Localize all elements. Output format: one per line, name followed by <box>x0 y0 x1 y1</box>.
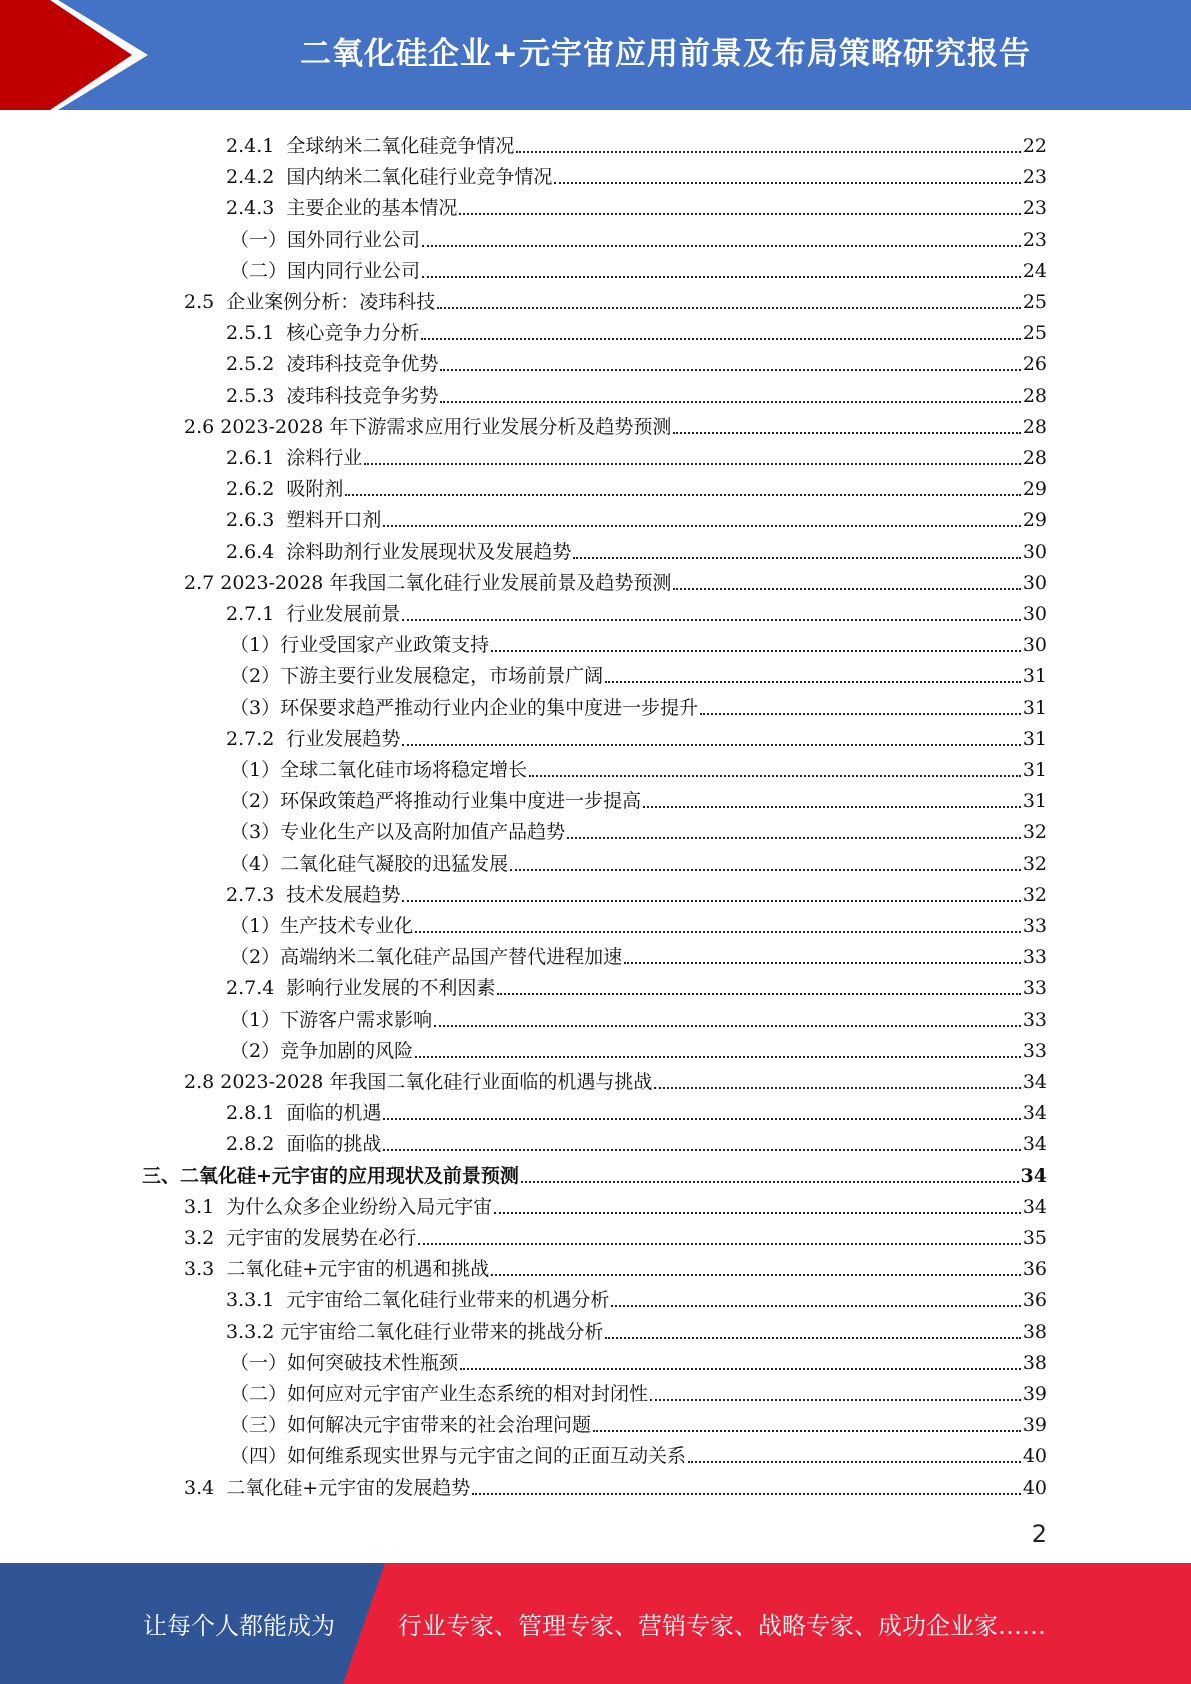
toc-entry-label: （四）如何维系现实世界与元宇宙之间的正面互动关系 <box>230 1445 687 1468</box>
toc-entry-page: 32 <box>1022 852 1047 875</box>
toc-entry-label: 2.4.3 主要企业的基本情况 <box>226 197 458 220</box>
toc-leader-dots <box>383 1117 1020 1120</box>
toc-entry-label: （4）二氧化硅气凝胶的迅猛发展 <box>230 852 509 875</box>
toc-leader-dots <box>422 275 1021 278</box>
toc-entry[interactable] <box>230 1031 1047 1062</box>
toc-entry-page: 22 <box>1022 135 1047 157</box>
page-title: 二氧化硅企业+元宇宙应用前景及布局策略研究报告 <box>300 35 1031 72</box>
toc-entry-label: （一）如何突破技术性瓶颈 <box>230 1351 459 1374</box>
toc-entry[interactable] <box>226 469 1047 500</box>
toc-entry-page: 32 <box>1022 821 1047 844</box>
toc-entry-label: 三、二氧化硅+元宇宙的应用现状及前景预测 <box>142 1164 519 1187</box>
toc-entry-label: 2.4.2 国内纳米二氧化硅行业竞争情况 <box>226 166 553 189</box>
toc-entry[interactable] <box>226 376 1047 407</box>
toc-entry[interactable] <box>230 1374 1047 1405</box>
toc-entry-page: 23 <box>1022 166 1047 189</box>
toc-entry[interactable] <box>230 220 1047 251</box>
toc-entry-label: 3.3.2 元宇宙给二氧化硅行业带来的挑战分析 <box>226 1320 604 1343</box>
toc-leader-dots <box>654 1086 1020 1089</box>
toc-leader-dots <box>383 524 1020 527</box>
toc-leader-dots <box>421 337 1020 340</box>
toc-entry[interactable] <box>226 1124 1047 1155</box>
toc-entry-page: 36 <box>1022 1289 1047 1312</box>
toc-entry[interactable] <box>226 968 1047 999</box>
toc-leader-dots <box>402 743 1020 746</box>
toc-leader-dots <box>460 1367 1021 1370</box>
toc-entry-page: 28 <box>1022 384 1047 407</box>
toc-entry-page: 33 <box>1022 1039 1047 1062</box>
toc-entry-label: （1）全球二氧化硅市场将稳定增长 <box>230 759 528 781</box>
toc-entry-page: 31 <box>1022 759 1047 781</box>
toc-entry-page: 29 <box>1022 478 1047 501</box>
toc-entry-page: 35 <box>1022 1227 1047 1249</box>
toc-entry[interactable] <box>230 844 1047 875</box>
toc-leader-dots <box>440 400 1020 403</box>
toc-entry-label: （二）国内同行业公司 <box>230 259 421 282</box>
toc-leader-dots <box>440 368 1020 371</box>
toc-entry-page: 25 <box>1022 322 1047 345</box>
toc-entry-page: 39 <box>1022 1383 1047 1405</box>
toc-entry-label: 2.7.1 行业发展前景 <box>226 603 401 625</box>
toc-leader-dots <box>422 244 1021 247</box>
toc-entry[interactable] <box>184 1187 1047 1218</box>
toc-entry[interactable] <box>230 625 1047 656</box>
toc-entry-label: 2.7.3 技术发展趋势 <box>226 883 401 906</box>
toc-entry-label: 2.6.2 吸附剂 <box>226 478 344 501</box>
page-footer <box>0 1563 1191 1684</box>
toc-entry-label: （3）专业化生产以及高附加值产品趋势 <box>230 821 566 844</box>
toc-entry[interactable] <box>230 251 1047 282</box>
toc-leader-dots <box>510 868 1021 871</box>
toc-entry[interactable] <box>184 563 1047 594</box>
toc-entry-page: 33 <box>1022 977 1047 1000</box>
toc-entry[interactable] <box>226 313 1047 344</box>
toc-entry[interactable] <box>226 1093 1047 1124</box>
toc-leader-dots <box>605 1336 1020 1339</box>
toc-entry[interactable] <box>230 906 1047 937</box>
toc-entry[interactable] <box>184 1062 1047 1093</box>
toc-entry-label: 2.6.4 涂料助剂行业发展现状及发展趋势 <box>226 540 572 563</box>
toc-entry-label: 2.8.1 面临的机遇 <box>226 1102 382 1125</box>
toc-leader-dots <box>554 181 1020 184</box>
toc-leader-dots <box>364 462 1020 465</box>
toc-leader-dots <box>624 961 1021 964</box>
toc-entry[interactable] <box>230 750 1047 781</box>
toc-entry-label: （3）环保要求趋严推动行业内企业的集中度进一步提升 <box>230 696 699 719</box>
toc-leader-dots <box>472 1492 1021 1495</box>
toc-entry-label: 3.3.1 元宇宙给二氧化硅行业带来的机遇分析 <box>226 1289 610 1312</box>
toc-entry[interactable] <box>184 282 1047 313</box>
toc-entry-page: 30 <box>1022 603 1047 625</box>
toc-entry-label: 2.5.3 凌玮科技竞争劣势 <box>226 384 439 407</box>
toc-entry-page: 31 <box>1022 727 1047 750</box>
toc-leader-dots <box>643 805 1021 808</box>
toc-entry-label: （二）如何应对元宇宙产业生态系统的相对封闭性 <box>230 1383 649 1405</box>
toc-leader-dots <box>567 836 1021 839</box>
toc-entry-page: 25 <box>1022 291 1047 313</box>
toc-entry-page: 34 <box>1022 1102 1047 1125</box>
toc-entry[interactable] <box>230 812 1047 843</box>
toc-entry-page: 31 <box>1022 665 1047 688</box>
toc-leader-dots <box>521 1180 1019 1183</box>
toc-entry[interactable] <box>230 937 1047 968</box>
toc-entry-label: 2.7.4 影响行业发展的不利因素 <box>226 977 496 1000</box>
toc-entry-page: 32 <box>1022 883 1047 906</box>
toc-entry[interactable] <box>184 1218 1047 1249</box>
toc-entry-page: 29 <box>1022 509 1047 532</box>
toc-entry-page: 40 <box>1022 1476 1047 1499</box>
toc-entry-label: （一）国外同行业公司 <box>230 228 421 251</box>
toc-leader-dots <box>415 930 1021 933</box>
toc-entry-page: 38 <box>1022 1320 1047 1343</box>
toc-entry-label: （三）如何解决元宇宙带来的社会治理问题 <box>230 1414 592 1437</box>
toc-entry[interactable] <box>226 126 1047 157</box>
toc-leader-dots <box>673 431 1020 434</box>
toc-leader-dots <box>673 587 1020 590</box>
toc-entry[interactable] <box>226 1280 1047 1311</box>
header-arrow-icon <box>0 0 150 110</box>
toc-leader-dots <box>529 774 1021 777</box>
toc-leader-dots <box>459 212 1020 215</box>
toc-leader-dots <box>494 1211 1021 1214</box>
toc-entry[interactable] <box>230 1436 1047 1467</box>
toc-entry[interactable] <box>226 438 1047 469</box>
toc-entry-label: 3.4 二氧化硅+元宇宙的发展趋势 <box>184 1476 471 1499</box>
toc-leader-dots <box>605 680 1021 683</box>
toc-entry[interactable] <box>226 188 1047 219</box>
toc-entry[interactable] <box>226 719 1047 750</box>
toc-entry-page: 34 <box>1022 1133 1047 1156</box>
toc-leader-dots <box>415 1055 1021 1058</box>
toc-entry-page: 39 <box>1022 1414 1047 1437</box>
toc-entry-page: 36 <box>1022 1258 1047 1281</box>
toc-entry-page: 33 <box>1022 1008 1047 1031</box>
toc-entry-label: 3.2 元宇宙的发展势在必行 <box>184 1227 417 1249</box>
toc-entry-label: 2.5 企业案例分析：凌玮科技 <box>184 291 436 313</box>
toc-entry-label: 2.6.3 塑料开口剂 <box>226 509 382 532</box>
toc-leader-dots <box>573 556 1020 559</box>
toc-entry-label: 2.5.2 凌玮科技竞争优势 <box>226 353 439 376</box>
toc-entry-label: 3.1 为什么众多企业纷纷入局元宇宙 <box>184 1195 493 1218</box>
toc-entry-label: （2）下游主要行业发展稳定，市场前景广阔 <box>230 665 604 688</box>
toc-entry[interactable] <box>184 407 1047 438</box>
toc-entry-label: （2）环保政策趋严将推动行业集中度进一步提高 <box>230 790 642 813</box>
toc-leader-dots <box>437 306 1021 309</box>
toc-entry[interactable] <box>230 781 1047 812</box>
toc-leader-dots <box>491 1273 1021 1276</box>
toc-entry-page: 31 <box>1022 696 1047 719</box>
toc-entry-page: 26 <box>1022 353 1047 376</box>
toc-entry-page: 40 <box>1022 1445 1047 1468</box>
toc-entry[interactable] <box>226 532 1047 563</box>
toc-leader-dots <box>418 1242 1021 1245</box>
footer-roles: 行业专家、管理专家、营销专家、战略专家、成功企业家…… <box>398 1612 1046 1640</box>
toc-entry-page: 30 <box>1022 571 1047 594</box>
toc-entry-page: 28 <box>1022 415 1047 438</box>
toc-entry[interactable] <box>230 1000 1047 1031</box>
toc-entry-label: 2.4.1 全球纳米二氧化硅竞争情况 <box>226 135 515 157</box>
toc-entry-page: 23 <box>1022 197 1047 220</box>
toc-leader-dots <box>434 1024 1021 1027</box>
toc-entry[interactable] <box>230 656 1047 687</box>
toc-entry-label: 2.8.2 面临的挑战 <box>226 1133 382 1156</box>
toc-entry-page: 28 <box>1022 447 1047 469</box>
toc-entry-page: 34 <box>1020 1164 1047 1187</box>
toc-entry[interactable] <box>226 344 1047 375</box>
page-header <box>0 0 1191 110</box>
toc-leader-dots <box>593 1429 1021 1432</box>
toc-entry-page: 33 <box>1022 946 1047 969</box>
toc-entry-label: （2）竞争加剧的风险 <box>230 1039 414 1062</box>
toc-entry-page: 34 <box>1022 1195 1047 1218</box>
toc-leader-dots <box>491 649 1021 652</box>
page-number: 2 <box>1031 1520 1047 1548</box>
toc-entry-label: 2.7 2023-2028 年我国二氧化硅行业发展前景及趋势预测 <box>184 571 672 594</box>
toc-entry[interactable] <box>184 1249 1047 1280</box>
toc-entry[interactable] <box>184 1468 1047 1499</box>
toc-leader-dots <box>611 1304 1020 1307</box>
toc-leader-dots <box>650 1398 1021 1401</box>
toc-leader-dots <box>345 493 1020 496</box>
toc-entry[interactable] <box>226 875 1047 906</box>
toc-entry-label: 2.6.1 涂料行业 <box>226 447 363 469</box>
toc-entry[interactable] <box>230 688 1047 719</box>
toc-entry-label: 2.6 2023-2028 年下游需求应用行业发展分析及趋势预测 <box>184 415 672 438</box>
toc-entry[interactable] <box>226 157 1047 188</box>
toc-leader-dots <box>402 618 1020 621</box>
toc-entry-label: （1）生产技术专业化 <box>230 915 414 937</box>
toc-leader-dots <box>497 992 1020 995</box>
toc-entry-page: 34 <box>1022 1071 1047 1093</box>
toc-entry[interactable] <box>230 1405 1047 1436</box>
toc-entry-page: 31 <box>1022 790 1047 813</box>
toc-entry-label: （1）下游客户需求影响 <box>230 1008 433 1031</box>
toc-entry[interactable] <box>226 594 1047 625</box>
toc-entry[interactable] <box>226 1312 1047 1343</box>
toc-leader-dots <box>383 1148 1020 1151</box>
toc-leader-dots <box>700 712 1021 715</box>
toc-entry-label: 2.7.2 行业发展趋势 <box>226 727 401 750</box>
toc-entry[interactable] <box>230 1343 1047 1374</box>
toc-entry-page: 38 <box>1022 1351 1047 1374</box>
toc-entry-label: （2）高端纳米二氧化硅产品国产替代进程加速 <box>230 946 623 969</box>
footer-slogan: 让每个人都能成为 <box>143 1612 335 1640</box>
toc-leader-dots <box>402 899 1020 902</box>
toc-leader-dots <box>516 150 1020 153</box>
toc-entry-label: （1）行业受国家产业政策支持 <box>230 634 490 657</box>
toc-entry-label: 3.3 二氧化硅+元宇宙的机遇和挑战 <box>184 1258 490 1281</box>
toc-entry-label: 2.5.1 核心竞争力分析 <box>226 322 420 345</box>
toc-entry[interactable] <box>226 500 1047 531</box>
toc-entry-page: 24 <box>1022 259 1047 282</box>
toc-entry-label: 2.8 2023-2028 年我国二氧化硅行业面临的机遇与挑战 <box>184 1071 653 1093</box>
toc-entry-page: 33 <box>1022 915 1047 937</box>
toc-entry[interactable] <box>142 1156 1047 1187</box>
toc-leader-dots <box>688 1460 1021 1463</box>
toc-entry-page: 30 <box>1022 540 1047 563</box>
toc-entry-page: 23 <box>1022 228 1047 251</box>
toc-entry-page: 30 <box>1022 634 1047 657</box>
